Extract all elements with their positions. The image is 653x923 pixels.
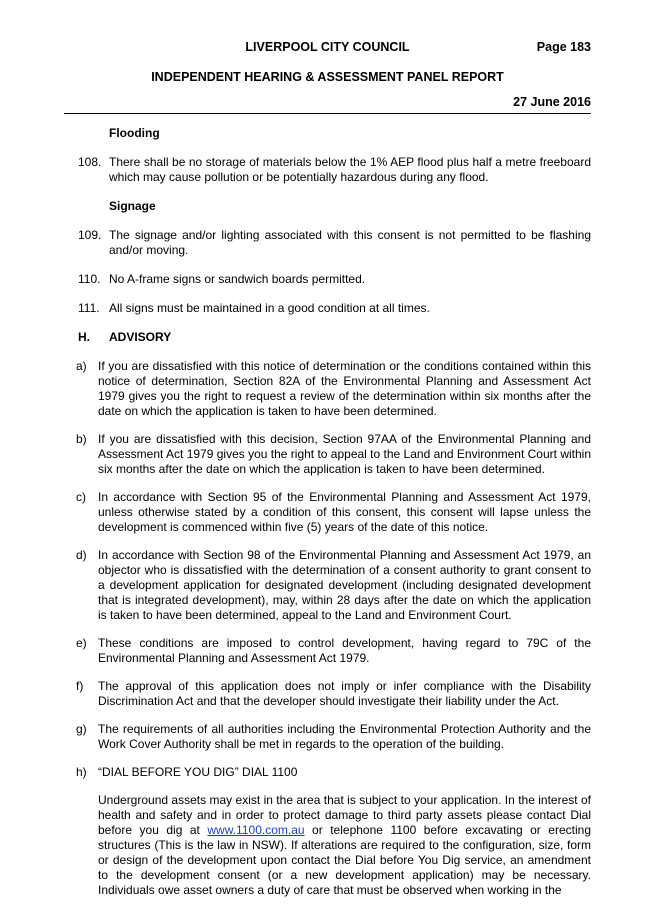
advisory-item-e xyxy=(64,636,591,666)
section-title: ADVISORY xyxy=(109,330,172,344)
dial-text-after-link: or telephone 1100 before excavating or erecting structures (This is the law in NSW). If alterations are required to the configuration, size, form or design of the development upon contact the Dial before You Dig service, an amendment to the development consent (or a new development application) may be necessary. Individuals owe asset owners a duty of care that must be observed when working in the xyxy=(98,823,591,897)
advisory-letter: b) xyxy=(76,432,87,446)
condition-text: The signage and/or lighting associated with this consent is not permitted to be flashing and/or moving. xyxy=(109,228,591,257)
advisory-item-f xyxy=(64,679,591,709)
advisory-text: In accordance with Section 98 of the Environmental Planning and Assessment Act 1979, an objector who is dissatisfied with the determination of a consent authority to grant consent to a development application for designated development (including designated development that is integrated development), may, within 28 days after the date on which the application is taken to have been determined, appeal to the Land and Environment Court. xyxy=(98,548,591,622)
flooding-heading: Flooding xyxy=(109,126,160,140)
page-header xyxy=(64,40,591,55)
condition-110 xyxy=(64,272,591,287)
advisory-letter: e) xyxy=(76,636,87,650)
advisory-text: The requirements of all authorities including the Environmental Protection Authority and the Work Cover Authority shall be met in regards to the operation of the building. xyxy=(98,722,591,751)
advisory-text: If you are dissatisfied with this decision, Section 97AA of the Environmental Planning and Assessment Act 1979 gives you the right to appeal to the Land and Environment Court within six months after the date on which the application is taken to have been determined. xyxy=(98,432,591,476)
advisory-item-a xyxy=(64,359,591,419)
advisory-text: If you are dissatisfied with this notice of determination or the conditions contained within this notice of determination, Section 82A of the Environmental Planning and Assessment Act 1979 gives you the right to request a review of the determination within six months after the date on which the application is taken to have been determined. xyxy=(98,359,591,418)
condition-text: No A-frame signs or sandwich boards permitted. xyxy=(109,272,366,286)
condition-111 xyxy=(64,301,591,316)
signage-heading: Signage xyxy=(109,199,156,213)
report-date: 27 June 2016 xyxy=(513,95,591,109)
condition-text: All signs must be maintained in a good condition at all times. xyxy=(109,301,430,315)
condition-108 xyxy=(64,155,591,185)
page-number: Page 183 xyxy=(536,40,591,54)
advisory-text: In accordance with Section 95 of the Environmental Planning and Assessment Act 1979, unless otherwise stated by a condition of this consent, this consent will lapse unless the development is commenced within five (5) years of the date of this notice. xyxy=(98,490,591,534)
advisory-letter: h) xyxy=(76,765,87,779)
advisory-item-d xyxy=(64,548,591,623)
advisory-letter: g) xyxy=(76,722,87,736)
advisory-item-c xyxy=(64,490,591,535)
header-divider xyxy=(64,113,591,114)
dial-before-you-dig-paragraph xyxy=(64,793,591,898)
report-title: INDEPENDENT HEARING & ASSESSMENT PANEL REPORT xyxy=(151,70,504,84)
dial-before-you-dig-link[interactable]: www.1100.com.au xyxy=(207,823,305,837)
advisory-letter: a) xyxy=(76,359,87,373)
dial-text-before-link: Underground assets may exist in the area that is subject to your application. In the interest of health and safety and in order to protect damage to third party assets please contact Dial before you dig at xyxy=(98,793,591,837)
advisory-heading xyxy=(64,330,591,345)
advisory-item-g xyxy=(64,722,591,752)
advisory-text: These conditions are imposed to control development, having regard to 79C of the Environmental Planning and Assessment Act 1979. xyxy=(98,636,591,665)
advisory-text: “DIAL BEFORE YOU DIG” DIAL 1100 xyxy=(98,765,298,779)
advisory-text: The approval of this application does not imply or infer compliance with the Disability Discrimination Act and that the developer should investigate their liability under the Act. xyxy=(98,679,591,708)
condition-109 xyxy=(64,228,591,258)
section-letter: H. xyxy=(78,330,90,344)
council-name: LIVERPOOL CITY COUNCIL xyxy=(245,40,410,54)
condition-number: 109. xyxy=(78,228,102,242)
advisory-item-h xyxy=(64,765,591,780)
condition-number: 110. xyxy=(78,272,101,286)
advisory-letter: d) xyxy=(76,548,87,562)
condition-number: 111. xyxy=(78,301,100,315)
condition-number: 108. xyxy=(78,155,102,169)
advisory-item-b xyxy=(64,432,591,477)
advisory-letter: f) xyxy=(76,679,84,693)
advisory-letter: c) xyxy=(76,490,86,504)
document-page xyxy=(64,0,591,923)
condition-text: There shall be no storage of materials below the 1% AEP flood plus half a metre freeboard which may cause pollution or be potentially hazardous during any flood. xyxy=(109,155,591,184)
document-body xyxy=(64,126,591,898)
